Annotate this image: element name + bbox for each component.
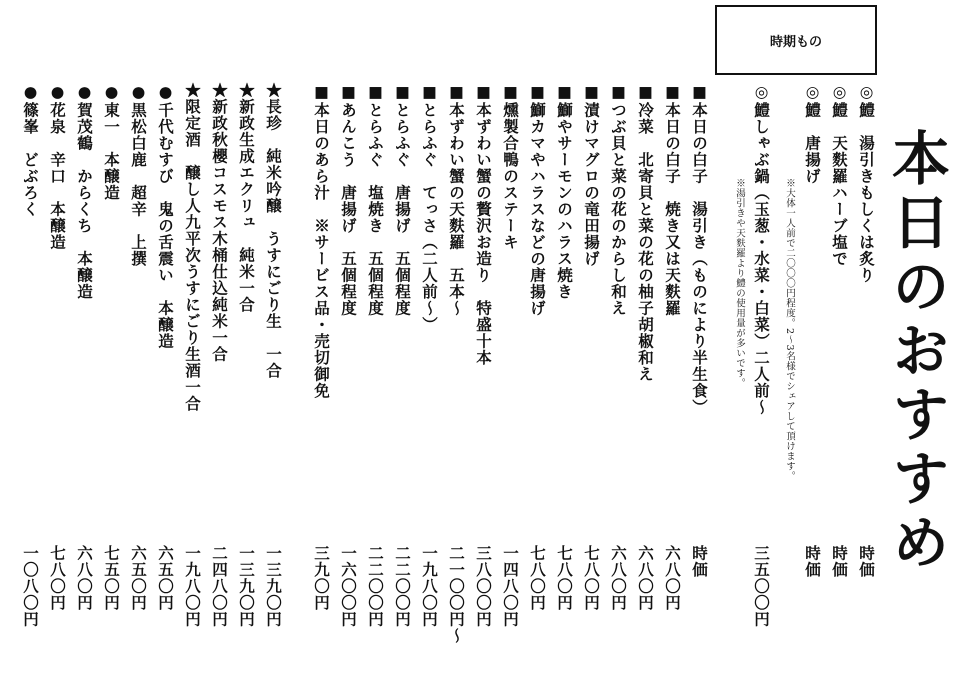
menu-item: ●篠峯 どぶろく [21,82,40,218]
menu-item: ★新政生成エクリュ 純米一合 [237,82,256,313]
menu-price: 七五〇円 [102,545,121,611]
menu-item: ■つぶ貝と菜の花のからし和え [609,82,628,317]
menu-price: 七八〇円 [582,545,601,611]
menu-item: ■漬けマグロの竜田揚げ [582,82,601,267]
menu-price: 二二〇〇円 [393,545,412,628]
menu-item: ●東一 本醸造 [102,82,121,201]
menu-item: ■鰤カマやハラスなどの唐揚げ [528,82,547,317]
menu-price: 時価 [857,545,876,578]
menu-item: ★新政秋櫻コスモス木桶仕込純米一合 [210,82,229,363]
menu-price: 二四八〇円 [210,545,229,628]
menu-price: 一四八〇円 [501,545,520,628]
menu-item: ■とらふぐ 唐揚げ 五個程度 [393,82,412,317]
menu-item: ★限定酒 醸し人九平次うすにごり生酒一合 [183,82,202,412]
menu-item: ■とらふぐ てっさ（二人前〜） [420,82,439,333]
menu-item: ■本ずわい蟹の天麩羅 五本〜 [447,82,466,317]
menu-item: ●黒松白鹿 超辛 上撰 [129,82,148,267]
menu-item: ■冷菜 北寄貝と菜の花の柚子胡椒和え [636,82,655,383]
menu-price: 一〇八〇円 [21,545,40,628]
menu-price: 二二〇〇円 [366,545,385,628]
menu-item: ■燻製合鴨のステーキ [501,82,520,251]
menu-price: 三五〇〇円 [752,545,771,628]
menu-price: 一三九〇円 [237,545,256,628]
menu-price: 六八〇円 [663,545,682,611]
menu-item: ■鰤やサーモンのハラス焼き [555,82,574,300]
page-title: 本日のおすすめ [882,128,950,576]
menu-price: 六八〇円 [75,545,94,611]
seasonal-badge: 時期もの [715,5,877,75]
menu-item: ■本日のあら汁 ※サービス品・売切御免 [312,82,331,399]
menu-price: 七八〇円 [555,545,574,611]
menu-price: 時価 [690,545,709,578]
menu-item: ●千代むすび 鬼の舌震い 本醸造 [156,82,175,350]
menu-item: ■とらふぐ 塩焼き 五個程度 [366,82,385,317]
menu-note: ※湯引きや天麩羅より鱧の使用量が多いです。 [734,178,745,388]
menu-item: ■本日の白子 焼き又は天麩羅 [663,82,682,317]
menu-item: ■本日の白子 湯引き（ものにより半生食） [690,82,709,416]
menu-item: ★長珍 純米吟醸 うすにごり生 一合 [264,82,283,379]
menu-item: ◎鱧 天麩羅ハーブ塩で [830,82,849,267]
menu-item: ◎鱧しゃぶ鍋（玉葱・水菜・白菜）二人前〜 [752,82,771,416]
menu-price: 一三九〇円 [264,545,283,628]
menu-price: 三九〇円 [312,545,331,611]
menu-item: ●賀茂鶴 からくち 本醸造 [75,82,94,300]
menu-price: 七八〇円 [528,545,547,611]
menu-price: 一六〇〇円 [339,545,358,628]
menu-item: ◎鱧 唐揚げ [803,82,822,185]
menu-note: ※大体一人前で二〇〇〇円程度。2〜3名様でシェアして頂けます。 [784,178,795,482]
menu-item: ■本ずわい蟹の贅沢お造り 特盛十本 [474,82,493,366]
menu-price: 六八〇円 [636,545,655,611]
menu-price: 二一〇〇円〜 [447,545,466,644]
menu-price: 一九八〇円 [183,545,202,628]
menu-price: 七八〇円 [48,545,67,611]
menu-price: 六五〇円 [156,545,175,611]
menu-price: 時価 [830,545,849,578]
menu-price: 一九八〇円 [420,545,439,628]
menu-price: 六五〇円 [129,545,148,611]
menu-item: ◎鱧 湯引きもしくは炙り [857,82,876,284]
menu-price: 時価 [803,545,822,578]
menu-price: 三八〇〇円 [474,545,493,628]
menu-price: 六八〇円 [609,545,628,611]
menu-item: ●花泉 辛口 本醸造 [48,82,67,251]
menu-item: ■あんこう 唐揚げ 五個程度 [339,82,358,317]
